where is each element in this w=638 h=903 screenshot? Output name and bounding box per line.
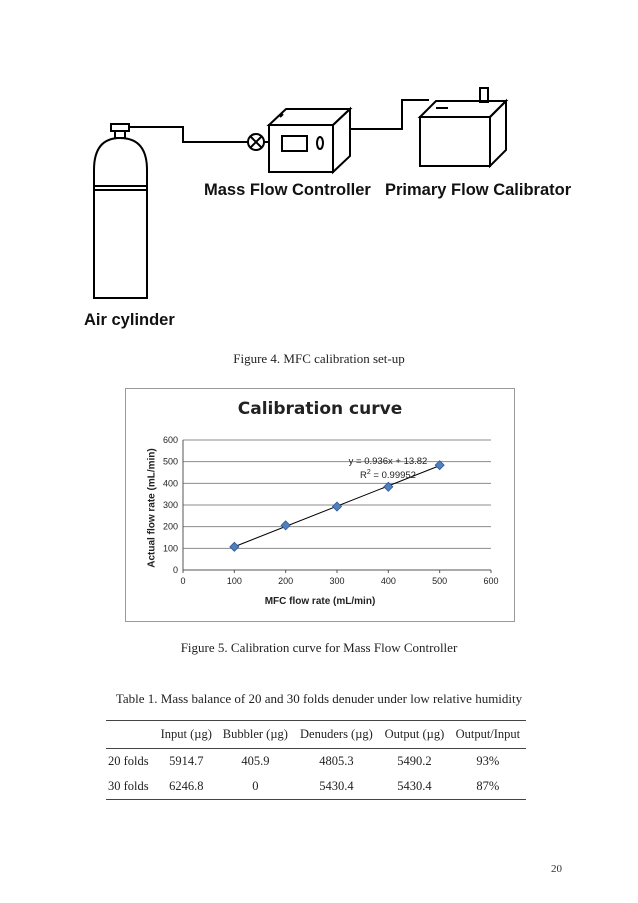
calibration-chart [126,389,514,621]
table-cell: 5490.2 [397,754,432,768]
primary-flow-calibrator-icon [420,88,506,166]
air-cylinder-icon [94,124,147,298]
x-tick-label: 400 [380,576,396,586]
column-header: Input (µg) [156,721,217,749]
y-tick-label: 0 [172,565,178,575]
table-title: Table 1. Mass balance of 20 and 30 folds denuder under low relative humidity [115,691,523,706]
figure4-caption: Figure 4. MFC calibration set-up [233,351,405,366]
table-cell: 5914.7 [169,754,204,768]
mass-flow-controller-icon [269,109,350,172]
data-point [333,502,342,511]
gas-line-2 [350,100,429,129]
table-cell: 6246.8 [156,774,217,800]
y-tick-label: 400 [162,478,178,489]
data-point [230,542,239,551]
table-cell: 5430.4 [294,774,379,800]
table-cell: 30 folds [106,774,156,800]
table-cell: 87% [450,774,526,800]
trendline-equation: y = 0.936x + 13.82 [348,456,428,467]
y-tick-label: 100 [162,543,178,554]
x-tick-label: 600 [483,576,499,586]
y-axis-label: Actual flow rate (mL/min) [146,448,158,568]
table-cell: 4805.3 [319,754,354,768]
chart-title: Calibration curve [237,399,403,419]
column-header: Output (µg) [379,721,450,749]
valve-icon [248,134,264,150]
column-header: Bubbler (µg) [217,721,294,749]
y-tick-label: 600 [162,435,178,445]
x-tick-label: 500 [432,576,448,586]
table-cell: 20 folds [108,754,149,768]
r-squared-label: $R^2 = 0.99952$ [360,469,416,481]
x-tick-label: 200 [278,576,294,586]
table-row [106,774,526,800]
table-cell: 5430.4 [379,774,450,800]
column-header: Output/Input [450,721,526,749]
column-header: Denuders (µg) [294,721,379,749]
table-cell: 0 [217,774,294,800]
gas-line [129,127,248,142]
mass-balance-table [106,720,526,800]
table-cell: 405.9 [241,754,270,768]
y-tick-label: 500 [162,456,178,467]
figure5-caption: Figure 5. Calibration curve for Mass Flow Controller [180,640,458,655]
x-tick-label: 0 [180,576,186,586]
page-number: 20 [551,863,562,875]
setup-diagram [0,0,638,340]
x-tick-label: 300 [329,576,345,586]
y-tick-label: 200 [162,521,178,532]
calibrator-label: Primary Flow Calibrator [385,181,572,199]
column-header [106,721,156,749]
x-tick-label: 100 [226,576,242,586]
y-tick-label: 300 [162,500,178,510]
x-axis-label: MFC flow rate (mL/min) [264,596,376,607]
table-cell: 93% [476,754,500,768]
table-header-row [106,721,526,749]
data-point [281,521,290,530]
cylinder-label: Air cylinder [84,311,175,329]
table-row [106,749,526,775]
chart-frame [125,388,515,622]
mfc-label: Mass Flow Controller [204,181,371,199]
